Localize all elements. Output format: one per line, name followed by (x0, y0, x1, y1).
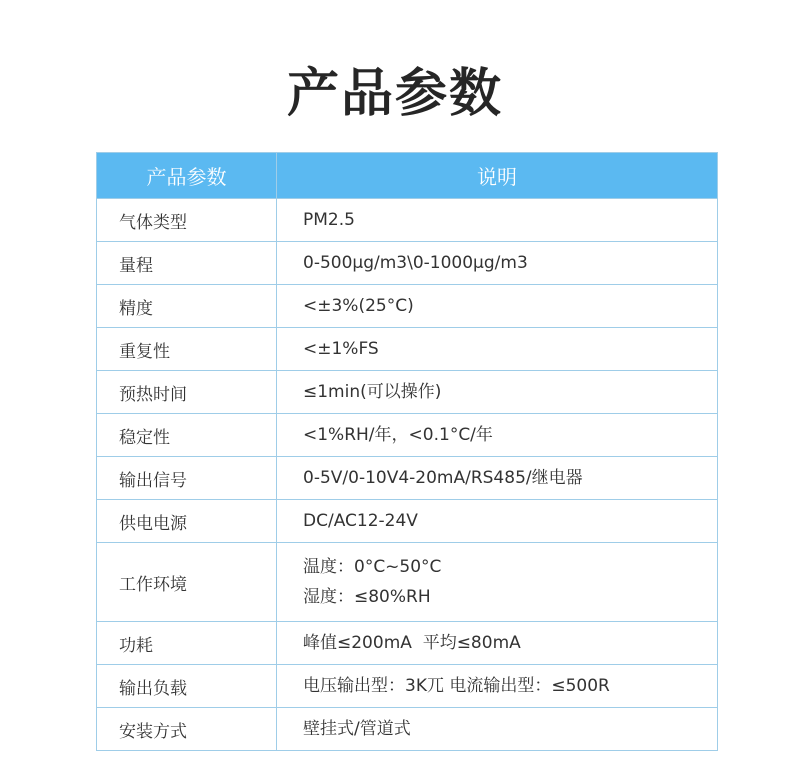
desc-cell (277, 500, 718, 543)
desc-cell (277, 665, 718, 708)
desc-line: <±3%(25°C) (303, 296, 414, 316)
spec-table (96, 152, 718, 751)
desc-line: 湿度：≤80%RH (303, 587, 431, 607)
desc-cell (277, 285, 718, 328)
table-row (97, 500, 718, 543)
desc-cell (277, 543, 718, 622)
param-cell: 预热时间 (97, 371, 277, 414)
param-cell: 功耗 (97, 622, 277, 665)
header-desc: 说明 (277, 153, 718, 199)
desc-cell (277, 199, 718, 242)
desc-cell (277, 371, 718, 414)
table-row (97, 285, 718, 328)
table-row (97, 414, 718, 457)
desc-cell (277, 622, 718, 665)
header-param: 产品参数 (97, 153, 277, 199)
param-cell: 输出信号 (97, 457, 277, 500)
desc-line: 壁挂式/管道式 (303, 719, 411, 739)
param-cell: 安装方式 (97, 708, 277, 751)
table-row (97, 708, 718, 751)
desc-cell (277, 708, 718, 751)
table-row (97, 622, 718, 665)
desc-line: 峰值≤200mA 平均≤80mA (303, 633, 521, 653)
desc-line: 0-500μg/m3\0-1000μg/m3 (303, 253, 528, 273)
param-cell: 输出负载 (97, 665, 277, 708)
param-cell: 气体类型 (97, 199, 277, 242)
param-cell: 供电电源 (97, 500, 277, 543)
desc-cell (277, 242, 718, 285)
desc-line: <1%RH/年，<0.1°C/年 (303, 425, 493, 445)
table-header-row (97, 153, 718, 199)
desc-line: 电压输出型：3K兀 电流输出型：≤500R (303, 676, 610, 696)
table-row (97, 543, 718, 622)
param-cell: 稳定性 (97, 414, 277, 457)
desc-cell (277, 328, 718, 371)
desc-line: PM2.5 (303, 210, 355, 230)
table-row (97, 242, 718, 285)
desc-cell (277, 414, 718, 457)
table-row (97, 199, 718, 242)
param-cell: 工作环境 (97, 543, 277, 622)
page-title: 产品参数 (286, 64, 503, 124)
table-row (97, 328, 718, 371)
desc-line: <±1%FS (303, 339, 379, 359)
table-row (97, 665, 718, 708)
param-cell: 重复性 (97, 328, 277, 371)
desc-line: DC/AC12-24V (303, 511, 418, 531)
desc-cell (277, 457, 718, 500)
table-row (97, 457, 718, 500)
param-cell: 精度 (97, 285, 277, 328)
desc-line: 0-5V/0-10V4-20mA/RS485/继电器 (303, 468, 583, 488)
param-cell: 量程 (97, 242, 277, 285)
desc-line: 温度：0°C~50°C (303, 557, 442, 577)
table-row (97, 371, 718, 414)
desc-line: ≤1min(可以操作) (303, 382, 442, 402)
